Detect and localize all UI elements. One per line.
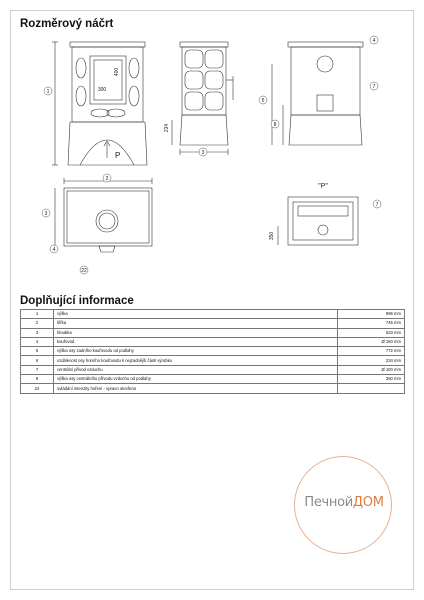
- p-view-label: "P": [318, 183, 328, 190]
- table-cell-value: 996 mm: [338, 310, 405, 319]
- table-cell-value: 772 mm: [338, 347, 405, 356]
- table-row: [21, 337, 405, 346]
- section-title: Doplňující informace: [20, 295, 134, 307]
- callout-5: 5: [261, 98, 265, 104]
- table-cell-desc: šířka: [54, 319, 338, 328]
- p-arrow-label: P: [115, 151, 121, 160]
- table-row: [21, 375, 405, 384]
- callout-3: 3: [201, 150, 205, 156]
- table-cell-desc: hloubka: [54, 328, 338, 337]
- p-view: [278, 197, 358, 245]
- logo-text-part2: ДОМ: [352, 495, 384, 510]
- table-cell-n: 1: [21, 310, 54, 319]
- table-row: [21, 319, 405, 328]
- dim-300: 300: [97, 87, 107, 93]
- table-cell-desc: kouřovod: [54, 337, 338, 346]
- table-cell-desc: ovládání intenzity hoření - vpravo otevřeno: [54, 384, 338, 393]
- table-row: [21, 365, 405, 374]
- callout-3b: 3: [44, 211, 48, 217]
- callout-circles: [42, 36, 381, 274]
- table-cell-desc: výška osy zadního kouřovodu od podlahy: [54, 347, 338, 356]
- table-cell-n: 5: [21, 347, 54, 356]
- table-cell-value: 350 mm: [338, 375, 405, 384]
- table-cell-desc: vzdálenost osy horního kouřovodu k nejzadnější části výrobku: [54, 356, 338, 365]
- dimension-drawings: [0, 0, 424, 295]
- callout-7b: 7: [375, 202, 379, 208]
- table-cell-n: 22: [21, 384, 54, 393]
- table-cell-desc: výška osy centrálního přívodu vzduchu od podlahy: [54, 375, 338, 384]
- side-view: [172, 42, 233, 155]
- table-cell-value: Ø 100 mm: [338, 365, 405, 374]
- logo-text-part1: Печной: [304, 495, 353, 510]
- table-cell-value: 234 mm: [338, 356, 405, 365]
- table-row: [21, 328, 405, 337]
- table-cell-desc: centrální přívod vzduchu: [54, 365, 338, 374]
- info-table: [20, 309, 405, 394]
- top-view: [52, 178, 152, 253]
- callout-22: 22: [81, 268, 87, 274]
- table-row: [21, 347, 405, 356]
- dim-400: 400: [114, 67, 120, 77]
- table-cell-n: 4: [21, 337, 54, 346]
- table-cell-value: 523 mm: [338, 328, 405, 337]
- rear-view: [272, 42, 363, 145]
- table-cell-value: [338, 384, 405, 393]
- callout-7: 7: [372, 84, 376, 90]
- callout-1: 1: [46, 89, 50, 95]
- table-row: [21, 356, 405, 365]
- callout-2: 2: [105, 176, 109, 182]
- table-cell-n: 7: [21, 365, 54, 374]
- table-cell-n: 6: [21, 356, 54, 365]
- table-row: [21, 384, 405, 393]
- table-cell-value: Ø 150 mm: [338, 337, 405, 346]
- table-row: [21, 310, 405, 319]
- dim-350: 350: [269, 231, 275, 241]
- callout-4: 4: [372, 38, 376, 44]
- table-cell-n: 2: [21, 319, 54, 328]
- table-cell-value: 745 mm: [338, 319, 405, 328]
- callout-8: 8: [273, 122, 277, 128]
- table-cell-n: 3: [21, 328, 54, 337]
- brand-logo: [294, 456, 392, 554]
- table-cell-desc: výška: [54, 310, 338, 319]
- page-title: Rozměrový náčrt: [20, 18, 114, 30]
- table-cell-n: 8: [21, 375, 54, 384]
- callout-4b: 4: [52, 247, 56, 253]
- front-view: [52, 42, 147, 165]
- dim-234: 234: [164, 123, 170, 133]
